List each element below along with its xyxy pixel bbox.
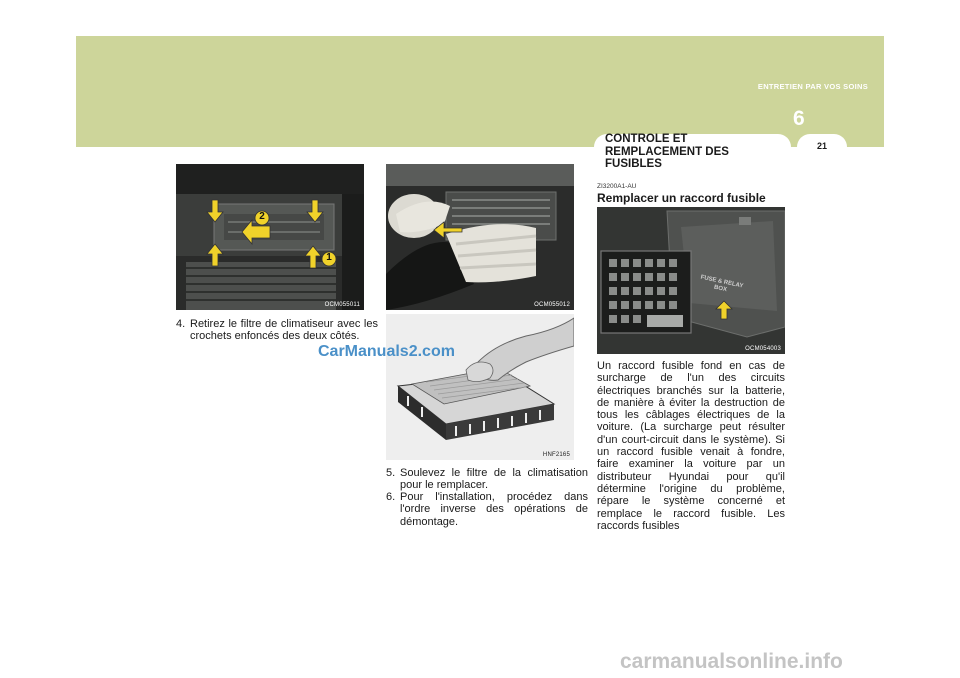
fuse-box-illustration (597, 207, 785, 354)
step-text: Soulevez le filtre de la climatisation pour le remplacer. (400, 467, 588, 492)
section-title: ENTRETIEN PAR VOS SOINS (757, 82, 868, 91)
page-number: 21 (816, 141, 827, 151)
step-6 (386, 491, 588, 528)
filter-pull-illustration (386, 164, 574, 310)
photo-code: OCM055011 (324, 302, 360, 308)
step-number: 6. (386, 491, 396, 503)
watermark-carmanuals2: CarManuals2.com (318, 343, 455, 360)
fuse-body-text: Un raccord fusible fond en cas de surcharge de l'un des circuits électriques branchés sur la batterie, de manière à éviter la destruction de tous les câblages électriques de la voiture. (La surcharge peut résulter d'un court-circuit dans le système). Si un raccord fusible venait à fondre, faire examiner la voiture par un distributeur Hyundai pour qu'il détermine l'origine du problème, répare le système concerné et remplace le raccord fusible. Les raccords fusibles (597, 360, 785, 532)
step-text: Retirez le filtre de climatiseur avec les crochets enfoncés des deux côtés. (190, 318, 378, 343)
section-heading: Remplacer un raccord fusible (597, 191, 766, 205)
header-band (76, 36, 884, 147)
box-title: CONTROLE ET REMPLACEMENT DES FUSIBLES (605, 133, 729, 170)
filter-hooks-photo (176, 164, 364, 310)
filter-lift-drawing (386, 314, 574, 460)
step-number: 5. (386, 467, 396, 479)
filter-pull-photo (386, 164, 574, 310)
callout-number: 1 (326, 252, 332, 263)
filter-hooks-illustration (176, 164, 364, 310)
reference-code: ZI3200A1-AU (597, 183, 637, 190)
callout-number: 2 (259, 211, 265, 222)
filter-lift-illustration (386, 314, 574, 460)
fuse-box-label: FUSE & RELAY BOX (699, 274, 744, 294)
step-4 (176, 318, 378, 343)
step-text: Pour l'installation, procédez dans l'ordre inverse des opérations de démontage. (400, 491, 588, 528)
photo-code: OCM054003 (745, 346, 781, 352)
watermark-carmanualsonline: carmanualsonline.info (620, 650, 843, 673)
step-number: 4. (176, 318, 186, 330)
fuse-box-photo (597, 207, 785, 354)
photo-code: HNF2165 (542, 452, 570, 458)
chapter-number: 6 (793, 107, 805, 130)
photo-code: OCM055012 (534, 302, 570, 308)
step-5 (386, 467, 588, 492)
